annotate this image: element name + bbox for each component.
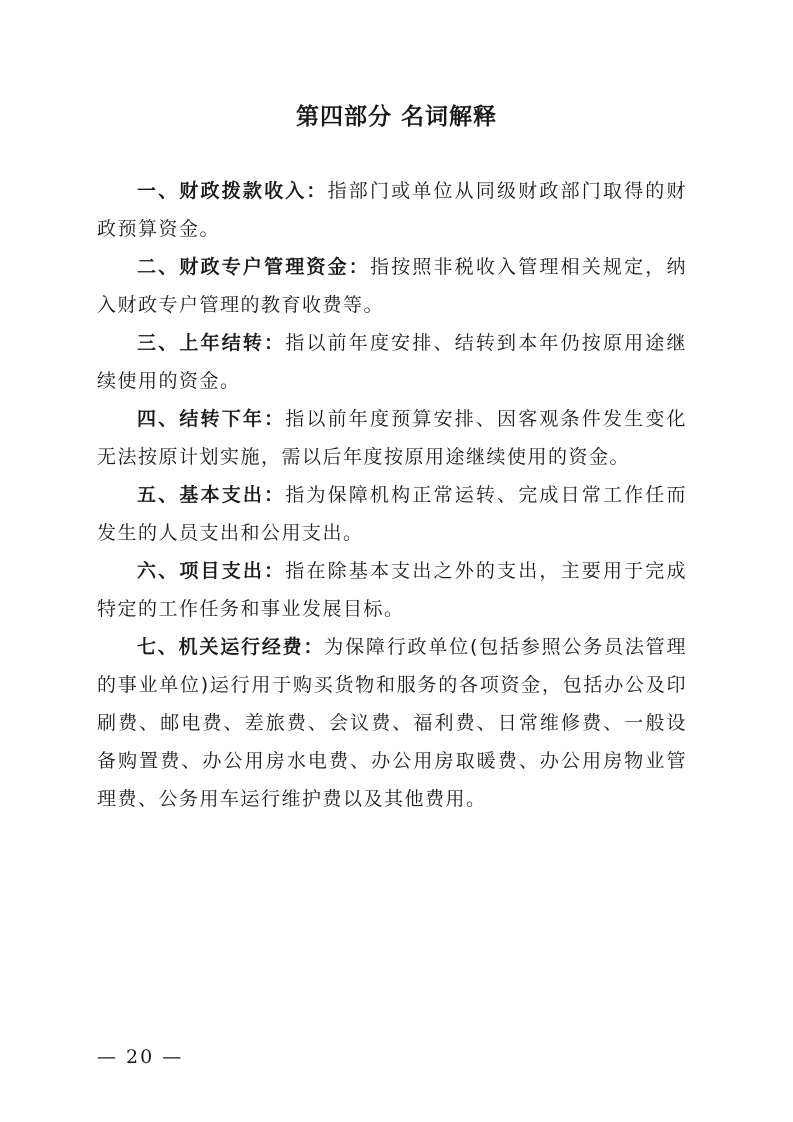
definition-term: 六、项目支出：: [137, 560, 286, 582]
definition-item: [97, 628, 687, 818]
definition-term: 七、机关运行经费：: [137, 636, 325, 658]
definition-term: 三、上年结转：: [137, 332, 286, 354]
definition-text: 为保障行政单位(包括参照公务员法管理的事业单位)运行用于购买货物和服务的各项资金，包括办公及印刷费、邮电费、差旅费、会议费、福利费、日常维修费、一般设备购置费、办公用房水电费、办公用房取暖费、办公用房物业管理费、公务用车运行维护费以及其他费用。: [97, 636, 687, 810]
definition-item: [97, 248, 687, 324]
definition-text: 指按照非税收入管理相关规定，纳入财政专户管理的教育收费等。: [97, 256, 687, 316]
definition-item: [97, 324, 687, 400]
definition-text: 指以前年度安排、结转到本年仍按原用途继续使用的资金。: [97, 332, 687, 392]
definition-term: 四、结转下年：: [137, 408, 286, 430]
definition-term: 二、财政专户管理资金：: [137, 256, 370, 278]
definition-text: 指部门或单位从同级财政部门取得的财政预算资金。: [97, 180, 687, 240]
page-number: — 20 —: [97, 1046, 184, 1068]
definition-item: [97, 400, 687, 476]
definition-text: 指在除基本支出之外的支出，主要用于完成特定的工作任务和事业发展目标。: [97, 560, 687, 620]
definition-item: [97, 172, 687, 248]
definition-item: [97, 552, 687, 628]
definition-term: 五、基本支出：: [137, 484, 286, 506]
definition-text: 指为保障机构正常运转、完成日常工作任而发生的人员支出和公用支出。: [97, 484, 687, 544]
definitions-list: [97, 172, 687, 818]
page-title: 第四部分 名词解释: [295, 103, 497, 130]
definition-item: [97, 476, 687, 552]
definition-text: 指以前年度预算安排、因客观条件发生变化无法按原计划实施，需以后年度按原用途继续使用的资金。: [97, 408, 687, 468]
definition-term: 一、财政拨款收入：: [137, 180, 328, 202]
